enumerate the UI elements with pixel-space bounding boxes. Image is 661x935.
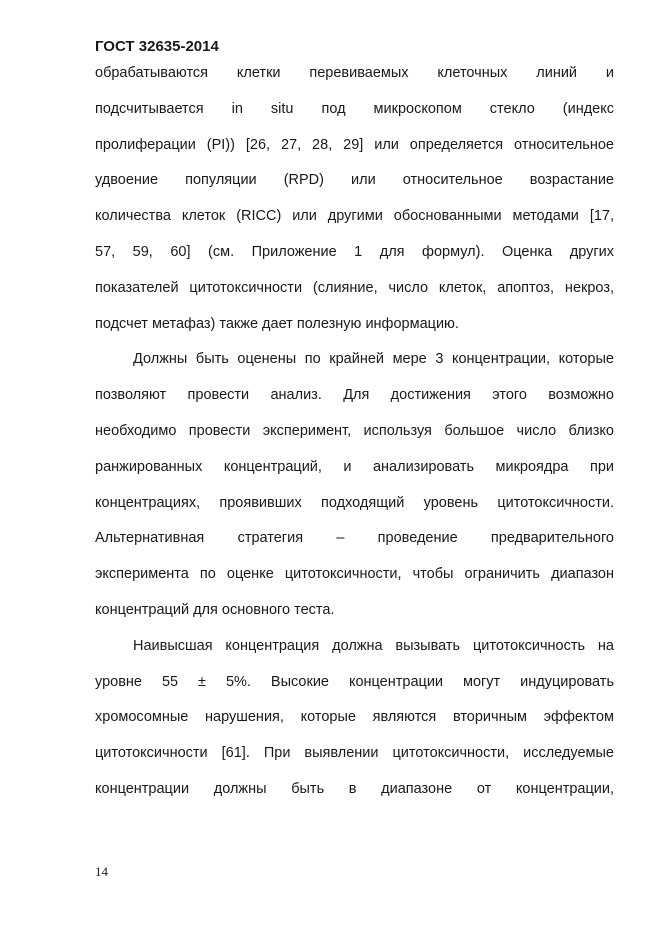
text-line: эксперимента по оценке цитотоксичности, чтобы ограничить диапазон xyxy=(95,566,614,583)
text-line: количества клеток (RICC) или другими обоснованными методами [17, xyxy=(95,208,614,225)
text-line: необходимо провести эксперимент, используя большое число близко xyxy=(95,422,614,439)
text-line: ранжированных концентраций, и анализировать микроядра при xyxy=(95,458,614,475)
text-line: концентрациях, проявивших подходящий уровень цитотоксичности. xyxy=(95,494,614,511)
page-number: 14 xyxy=(95,864,108,879)
text-line: 57, 59, 60] (см. Приложение 1 для формул). Оценка других xyxy=(95,243,614,260)
text-line: обрабатываются клетки перевиваемых клеточных линий и xyxy=(95,65,614,81)
text-line: Должны быть оценены по крайней мере 3 концентрации, которые xyxy=(133,351,614,368)
text-line: концентрации должны быть в диапазоне от концентрации, xyxy=(95,780,614,797)
text-line: показателей цитотоксичности (слияние, число клеток, апоптоз, некроз, xyxy=(95,279,614,296)
text-line: подсчет метафаз) также дает полезную информацию. xyxy=(95,315,459,332)
text-line: позволяют провести анализ. Для достижения этого возможно xyxy=(95,387,614,404)
text-line: пролиферации (PI)) [26, 27, 28, 29] или определяется относительное xyxy=(95,136,614,153)
text-line: хромосомные нарушения, которые являются вторичным эффектом xyxy=(95,709,614,726)
document-header: ГОСТ 32635-2014 xyxy=(95,38,219,55)
text-line: Альтернативная стратегия – проведение предварительного xyxy=(95,530,614,547)
document-body xyxy=(95,56,614,808)
text-line: подсчитывается in situ под микроскопом стекло (индекс xyxy=(95,100,614,117)
text-line: цитотоксичности [61]. При выявлении цитотоксичности, исследуемые xyxy=(95,745,614,762)
text-line: концентраций для основного теста. xyxy=(95,601,335,618)
text-line: удвоение популяции (RPD) или относительное возрастание xyxy=(95,172,614,189)
text-line: уровне 55 ± 5%. Высокие концентрации могут индуцировать xyxy=(95,673,614,690)
text-line: Наивысшая концентрация должна вызывать цитотоксичность на xyxy=(133,637,614,654)
